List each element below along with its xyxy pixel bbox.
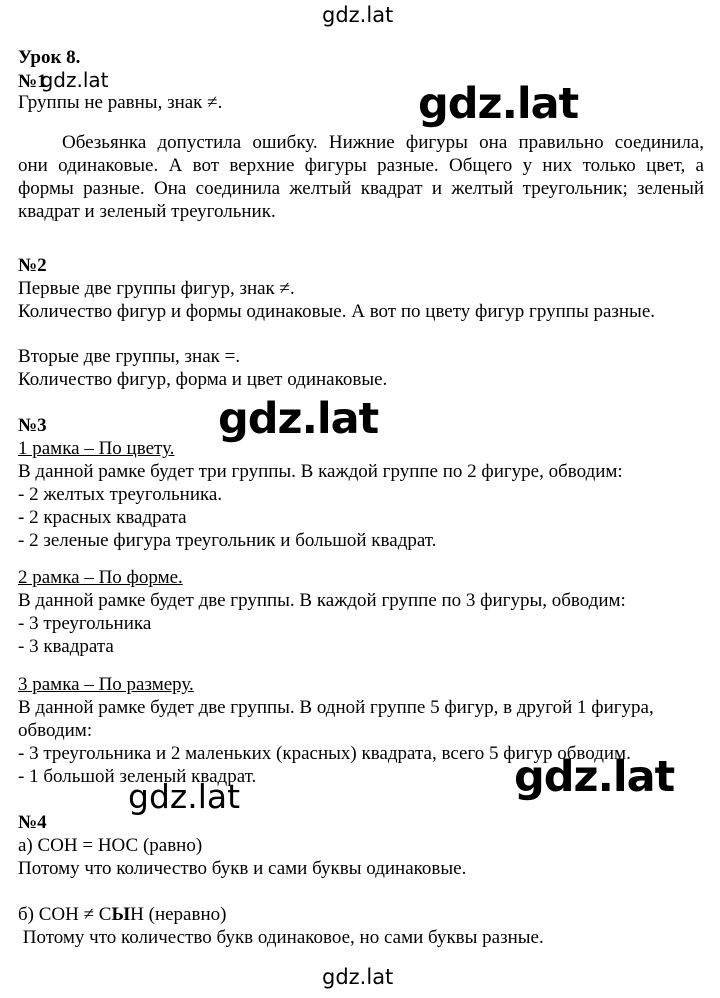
task4-b-prefix: б) СОН ≠ С [18,904,112,925]
lesson-title: Урок 8. [18,47,81,68]
task3-frame3-intro-1: В данной рамке будет две группы. В одной группе 5 фигур, в другой 1 фигура, [18,697,654,718]
task3-frame3-title: 3 рамка – По размеру. [18,674,194,695]
task2-line2: Количество фигур и формы одинаковые. А вот по цвету фигур группы разные. [18,301,656,322]
watermark-big-1: gdz.lat [418,79,579,129]
task4-b-line [18,903,226,926]
task1-para-line-3: формы разные. Она соединила желтый квадрат и желтый треугольник; зеленый [18,178,704,199]
task1-para-line-4: квадрат и зеленый треугольник. [18,201,276,222]
task3-frame3-item-2: - 1 большой зеленый квадрат. [18,766,257,787]
task1-number-text: №1 [18,71,47,92]
task4-a-reason: Потому что количество букв и сами буквы одинаковые. [18,858,467,879]
task2-line4: Количество фигур, форма и цвет одинаковые. [18,369,388,390]
watermark-small-mid: gdz.lat [128,777,241,816]
task4-b-bold-letter: Ы [111,904,131,925]
watermark-inline-no1: gdz.lat [40,68,109,92]
task1-line1: Группы не равны, знак ≠. [18,92,223,113]
task2-line1: Первые две группы фигур, знак ≠. [18,278,295,299]
task3-number: №3 [18,415,47,436]
task4-number: №4 [18,812,47,833]
task1-paragraph [18,131,704,223]
task3-frame3-item-1: - 3 треугольника и 2 маленьких (красных) квадрата, всего 5 фигур обводим. [18,743,631,764]
task4-b-reason: Потому что количество букв одинаковое, но сами буквы разные. [18,927,544,948]
task3-frame2-title: 2 рамка – По форме. [18,567,183,588]
task1-number [18,69,109,93]
task2-number: №2 [18,255,47,276]
task3-frame2-item-2: - 3 квадрата [18,636,114,657]
task3-frame1-intro: В данной рамке будет три группы. В каждой группе по 2 фигуре, обводим: [18,461,623,482]
task3-frame2-item-1: - 3 треугольника [18,613,152,634]
task3-frame1-item-2: - 2 красных квадрата [18,507,187,528]
task3-frame1-item-3: - 2 зеленые фигура треугольник и большой квадрат. [18,530,437,551]
task3-frame1-item-1: - 2 желтых треугольника. [18,484,223,505]
watermark-bottom: gdz.lat [322,965,394,989]
watermark-top: gdz.lat [322,3,394,27]
task3-frame2-intro: В данной рамке будет две группы. В каждой группе по 3 фигуры, обводим: [18,590,626,611]
task3-frame3-intro-2: обводим: [18,720,93,741]
task4-a-line: а) СОН = НОС (равно) [18,835,203,856]
task1-para-line-1: Обезьянка допустила ошибку. Нижние фигуры она правильно соединила, [62,132,704,153]
watermark-big-2: gdz.lat [218,394,379,444]
watermark-big-3: gdz.lat [514,752,675,802]
task2-line3: Вторые две группы, знак =. [18,346,241,367]
task3-frame1-title: 1 рамка – По цвету. [18,438,175,459]
task1-para-line-2: они одинаковые. А вот верхние фигуры разные. Общего у них только цвет, а [18,155,704,176]
task4-b-suffix: Н (неравно) [130,904,227,925]
